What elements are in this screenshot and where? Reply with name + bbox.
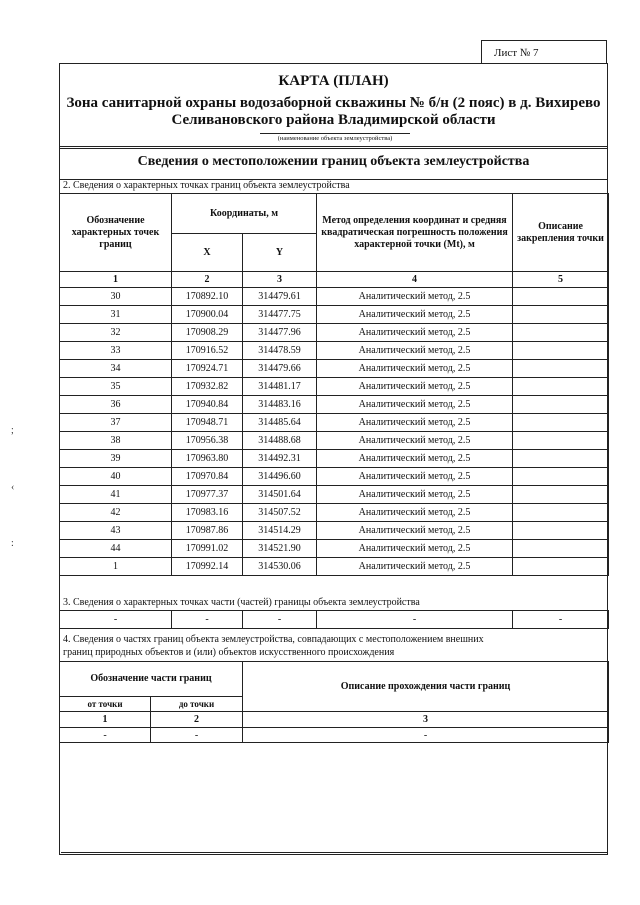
table-row: [60, 360, 609, 378]
point-id: 37: [60, 414, 172, 432]
table-row: [60, 522, 609, 540]
table-row: [60, 342, 609, 360]
table-row: [60, 396, 609, 414]
col-from-header: от точки: [60, 697, 151, 712]
table-row: [60, 611, 609, 629]
point-id: 31: [60, 306, 172, 324]
column-number: 1: [60, 712, 151, 728]
method: Аналитический метод, 2.5: [317, 432, 513, 450]
method: Аналитический метод, 2.5: [317, 414, 513, 432]
point-description: [513, 540, 609, 558]
point-id: 1: [60, 558, 172, 576]
point-id: 35: [60, 378, 172, 396]
column-number: 2: [151, 712, 243, 728]
method: Аналитический метод, 2.5: [317, 558, 513, 576]
table-row: [60, 414, 609, 432]
coord-x: 170992.14: [172, 558, 243, 576]
coord-x: 170908.29: [172, 324, 243, 342]
point-id: 41: [60, 486, 172, 504]
point-description: [513, 504, 609, 522]
point-id: 36: [60, 396, 172, 414]
table-row: [60, 504, 609, 522]
column-number: 4: [317, 272, 513, 288]
dash-cell: -: [60, 611, 172, 629]
coord-y: 314478.59: [243, 342, 317, 360]
coord-y: 314483.16: [243, 396, 317, 414]
coord-y: 314507.52: [243, 504, 317, 522]
object-name-line2: Селивановского района Владимирской области: [171, 112, 496, 128]
point-id: 30: [60, 288, 172, 306]
margin-mark: ‹: [11, 482, 15, 493]
coord-y: 314501.64: [243, 486, 317, 504]
point-description: [513, 558, 609, 576]
page-title: КАРТА (ПЛАН): [278, 73, 389, 89]
dash-cell: -: [243, 728, 609, 743]
coord-x: 170924.71: [172, 360, 243, 378]
table-row: [60, 378, 609, 396]
frame-shadow: [61, 852, 608, 853]
section4-label-line2: границ природных объектов и (или) объектов искусственного происхождения: [63, 647, 395, 658]
table-row: [60, 432, 609, 450]
table-row: [60, 486, 609, 504]
coord-y: 314477.75: [243, 306, 317, 324]
method: Аналитический метод, 2.5: [317, 342, 513, 360]
point-description: [513, 522, 609, 540]
column-number: 5: [513, 272, 609, 288]
coord-x: 170940.84: [172, 396, 243, 414]
coord-x: 170987.86: [172, 522, 243, 540]
coord-y: 314479.61: [243, 288, 317, 306]
object-name-caption: (наименование объекта землеустройства): [260, 133, 410, 142]
coord-y: 314481.17: [243, 378, 317, 396]
point-description: [513, 450, 609, 468]
coord-y: 314521.90: [243, 540, 317, 558]
dash-cell: -: [243, 611, 317, 629]
coord-y: 314492.31: [243, 450, 317, 468]
point-id: 32: [60, 324, 172, 342]
table-row: [60, 324, 609, 342]
point-description: [513, 432, 609, 450]
coord-y: 314530.06: [243, 558, 317, 576]
coord-y: 314496.60: [243, 468, 317, 486]
sheet-number: Лист № 7: [481, 40, 607, 64]
table-row: [60, 558, 609, 576]
point-description: [513, 306, 609, 324]
point-id: 33: [60, 342, 172, 360]
method: Аналитический метод, 2.5: [317, 360, 513, 378]
table-row: [60, 728, 609, 743]
method: Аналитический метод, 2.5: [317, 288, 513, 306]
coord-x: 170963.80: [172, 450, 243, 468]
section2-label: 2. Сведения о характерных точках границ объекта землеустройства: [63, 180, 350, 191]
coord-y: 314479.66: [243, 360, 317, 378]
point-id: 43: [60, 522, 172, 540]
column-number: 1: [60, 272, 172, 288]
point-description: [513, 360, 609, 378]
method: Аналитический метод, 2.5: [317, 324, 513, 342]
column-number: 2: [172, 272, 243, 288]
col-x-header: X: [172, 234, 243, 272]
table-row: [60, 288, 609, 306]
method: Аналитический метод, 2.5: [317, 540, 513, 558]
dash-cell: -: [151, 728, 243, 743]
dash-cell: -: [513, 611, 609, 629]
point-description: [513, 288, 609, 306]
point-description: [513, 468, 609, 486]
dash-cell: -: [172, 611, 243, 629]
col-y-header: Y: [243, 234, 317, 272]
point-description: [513, 342, 609, 360]
column-numbers-row: [60, 712, 609, 728]
coord-x: 170916.52: [172, 342, 243, 360]
table-row: [60, 540, 609, 558]
coord-x: 170977.37: [172, 486, 243, 504]
method: Аналитический метод, 2.5: [317, 450, 513, 468]
point-id: 44: [60, 540, 172, 558]
point-description: [513, 378, 609, 396]
divider: [60, 146, 607, 149]
margin-mark: ;: [11, 425, 14, 436]
method: Аналитический метод, 2.5: [317, 306, 513, 324]
table-row: [60, 450, 609, 468]
coord-x: 170991.02: [172, 540, 243, 558]
point-id: 39: [60, 450, 172, 468]
point-id: 34: [60, 360, 172, 378]
document-frame: [59, 63, 608, 855]
method: Аналитический метод, 2.5: [317, 522, 513, 540]
points-table: [59, 193, 609, 576]
method: Аналитический метод, 2.5: [317, 504, 513, 522]
boundary-parts-table: [59, 661, 609, 743]
col-to-header: до точки: [151, 697, 243, 712]
margin-mark: :: [11, 538, 14, 549]
method: Аналитический метод, 2.5: [317, 468, 513, 486]
coord-y: 314477.96: [243, 324, 317, 342]
table-row: [60, 468, 609, 486]
point-description: [513, 324, 609, 342]
point-description: [513, 486, 609, 504]
part-points-table: [59, 610, 609, 629]
table-row: [60, 306, 609, 324]
section4-label: [63, 633, 484, 659]
col-coords-header: Координаты, м: [172, 194, 317, 234]
coord-x: 170892.10: [172, 288, 243, 306]
coord-y: 314514.29: [243, 522, 317, 540]
point-description: [513, 396, 609, 414]
coord-x: 170900.04: [172, 306, 243, 324]
object-name-line1: Зона санитарной охраны водозаборной скважины № б/н (2 пояс) в д. Вихирево: [66, 95, 601, 111]
method: Аналитический метод, 2.5: [317, 396, 513, 414]
coord-x: 170983.16: [172, 504, 243, 522]
method: Аналитический метод, 2.5: [317, 378, 513, 396]
col-part-header: Обозначение части границ: [60, 662, 243, 697]
dash-cell: -: [317, 611, 513, 629]
point-id: 38: [60, 432, 172, 450]
col-path-description-header: Описание прохождения части границ: [243, 662, 609, 712]
dash-cell: -: [60, 728, 151, 743]
point-id: 42: [60, 504, 172, 522]
coord-y: 314485.64: [243, 414, 317, 432]
coord-x: 170956.38: [172, 432, 243, 450]
col-designation-header: Обозначение характерных точек границ: [60, 194, 172, 272]
coord-y: 314488.68: [243, 432, 317, 450]
col-description-header: Описание закрепления точки: [513, 194, 609, 272]
section-title: Сведения о местоположении границ объекта землеустройства: [137, 154, 530, 169]
method: Аналитический метод, 2.5: [317, 486, 513, 504]
coord-x: 170948.71: [172, 414, 243, 432]
col-method-header: Метод определения координат и средняя квадратическая погрешность положения характерной точки (Mt), м: [317, 194, 513, 272]
point-id: 40: [60, 468, 172, 486]
column-numbers-row: [60, 272, 609, 288]
point-description: [513, 414, 609, 432]
coord-x: 170932.82: [172, 378, 243, 396]
section3-label: 3. Сведения о характерных точках части (частей) границы объекта землеустройства: [63, 597, 420, 608]
section4-label-line1: 4. Сведения о частях границ объекта землеустройства, совпадающих с местоположением внешних: [63, 634, 484, 645]
column-number: 3: [243, 712, 609, 728]
coord-x: 170970.84: [172, 468, 243, 486]
column-number: 3: [243, 272, 317, 288]
